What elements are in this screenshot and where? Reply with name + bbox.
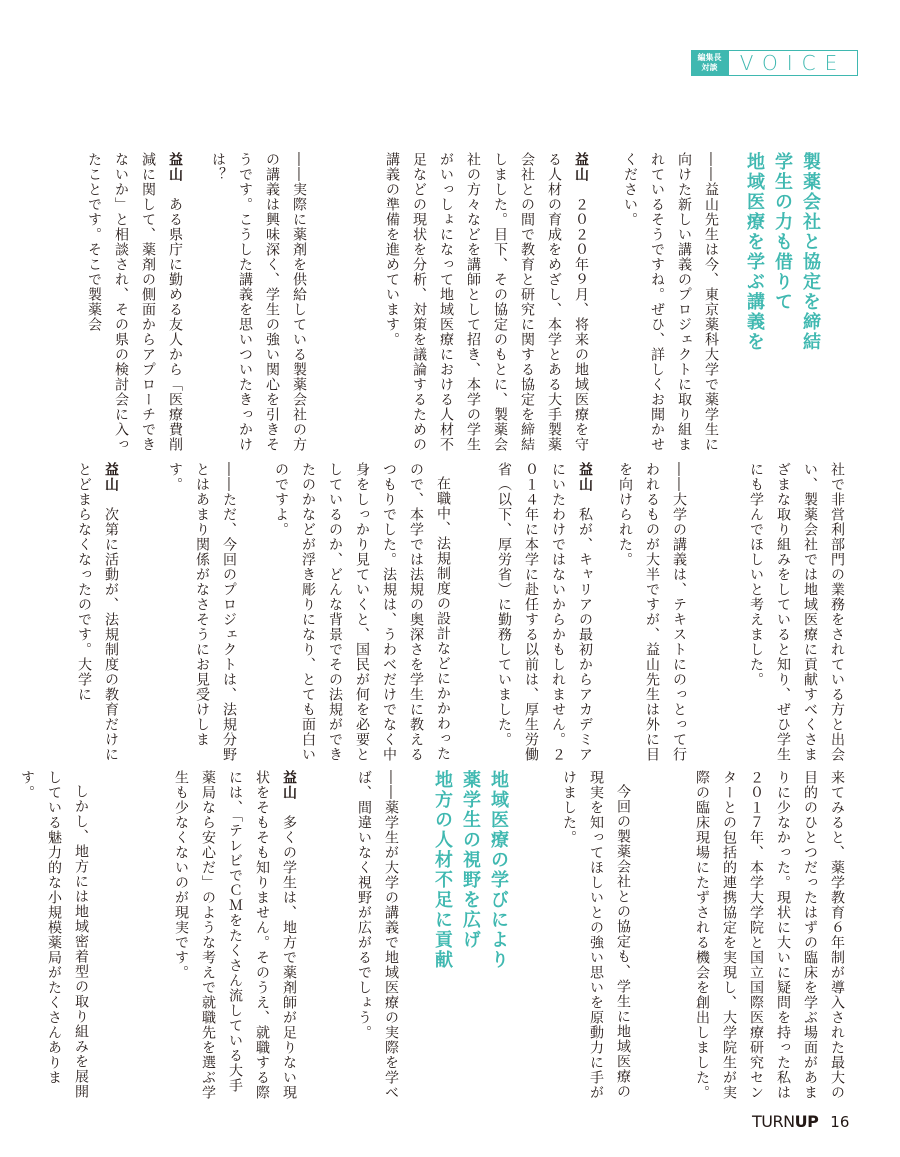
answer-5-continued: しかし、地方には地域密着型の取り組みを展開している魅力的な小規模薬局がたくさんあります。 (19, 770, 89, 1099)
page-number: 16 (830, 1112, 850, 1131)
answer-1 (324, 152, 594, 452)
answer-1-text: ２０２０年９月、将来の地域医療を守る人材の育成をめざし、本学とある大手製薬会社との間で教育と研究に関する協定を締結しました。目下、その協定のもとに、製薬会社の方々などを講師として招き、本学の学生がいっしょになって地域医療における人材不足などの現状を分析、対策を議論するための講義の準備を進めています。 (384, 152, 589, 452)
answer-5-text: 多くの学生は、地方で薬剤師が足りない現状をそもそも知りません。そのうえ、就職する際には、「テレビでＣＭをたくさん流している大手薬局なら安心だ」のような考えで就職先を選ぶ学生も少なくないのが現実です。 (173, 770, 297, 1100)
brand-logo (752, 1112, 818, 1131)
answer-3-continued: 在職中、法規制度の設計などにかかわったので、本学では法規の奥深さを学生に教えるつもりでした。法規は、うわべだけでなく中身をしっかり見ていくと、国民が何を必要としているのか、どんな背景でその法規ができたのかなどが浮き彫りになり、とても面白いのですよ。 (273, 462, 451, 762)
answer-4-text: 次第に活動が、法規制度の教育だけにとどまらなくなったのです。大学に (76, 462, 119, 762)
answer-3 (458, 462, 598, 762)
answer-2 (72, 152, 188, 452)
brand-bold: UP (794, 1112, 819, 1131)
page-footer (752, 1112, 849, 1131)
answer-1-speaker: 益山 (573, 152, 589, 182)
brand-light: TURN (752, 1112, 795, 1131)
question-1: ――益山先生は今、東京薬科大学で薬学生に向けた新しい講義のプロジェクトに取り組まれているそうですね。ぜひ、詳しくお聞かせください。 (622, 152, 719, 452)
answer-5-speaker: 益山 (281, 770, 297, 800)
answer-4 (64, 462, 124, 762)
question-4: ――ただ、今回のプロジェクトは、法規分野とはあまり関係がなさそうにお見受けします。 (167, 462, 237, 762)
answer-5 (102, 770, 302, 1100)
question-5: ――薬学生が大学の講義で地域医療の実際を学べば、間違いなく視野が広がるでしょう。 (356, 770, 399, 1100)
bot-paragraph-2: 今回の製薬会社との協定も、学生に地域医療の現実を知ってほしいとの強い思いを原動力に手がけました。 (561, 770, 631, 1100)
question-3: ――大学の講義は、テキストにのっとって行われるものが大半ですが、益山先生は外に目を向けられた。 (617, 462, 687, 762)
question-2: ――実際に薬剤を供給している製薬会社の方の講義は興味深く、学生の強い関心を引きそうです。こうした講義を思いついたきっかけは？ (210, 152, 307, 452)
answer-2-text: ある県庁に勤める友人から「医療費削減に関して、薬剤の側面からアプローチできないか」と相談され、その県の検討会に入ったことです。そこで製薬会 (86, 152, 183, 452)
top-headline: 製薬会社と協定を締結 学生の力も借りて 地域医療を学ぶ講義を (744, 152, 821, 352)
answer-3-text: 私が、キャリアの最初からアカデミアにいたわけではないからかもしれません。２０１４年に本学に赴任する以前は、厚生労働省（以下、厚労省）に勤務していました。 (496, 462, 593, 762)
answer-2-speaker: 益山 (167, 152, 183, 182)
bot-continued-text: 来てみると、薬学教育６年制が導入された最大の目的のひとつだったはずの臨床を学ぶ場面があまりに少なかった。現状に大いに疑問を持った私は２０１７年、本学大学院と国立国際医療研究センターとの包括的連携協定を実現し、大学院生が実際の臨床現場にたずされる機会を創出しました。 (694, 770, 845, 1100)
section-tag-line2: 対談 (701, 63, 718, 72)
section-tag-line1: 編集長 (697, 53, 722, 62)
answer-4-speaker: 益山 (103, 462, 119, 492)
section-tag (691, 50, 728, 76)
mid-continued-text: 社で非営利部門の業務をされている方と出会い、製薬会社では地域医療に貢献すべくさまざまな取り組みをしていると知り、ぜひ学生にも学んでほしいと考えました。 (748, 462, 845, 762)
voice-title: VOICE (728, 50, 858, 76)
section-header (691, 50, 859, 76)
answer-3-speaker: 益山 (577, 462, 593, 492)
bot-headline: 地域医療の学びにより 薬学生の視野を広げ 地方の人材不足に貢献 (432, 770, 509, 970)
